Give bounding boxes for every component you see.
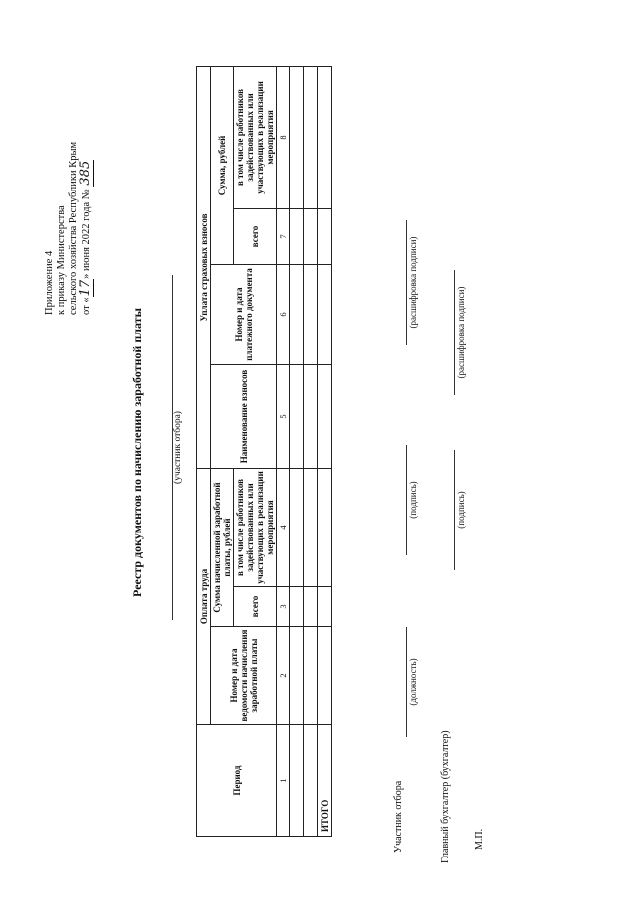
accountant-signature-caption: (подпись) — [456, 491, 466, 529]
document-title: Реестр документов по начислению заработной платы — [130, 308, 144, 597]
total-row — [318, 66, 332, 836]
appendix-line: Приложение 4 — [44, 250, 55, 315]
table-cell — [304, 725, 318, 837]
appendix-line: сельского хозяйства Республики Крым — [68, 141, 79, 315]
stamp-place-label: М.П. — [474, 828, 485, 850]
signature-line — [406, 445, 407, 555]
table-cell — [318, 469, 332, 587]
column-number: 3 — [277, 587, 290, 627]
header-statement: Номер и дата ведомости начисления заработной платы — [211, 627, 277, 725]
table-cell — [318, 209, 332, 265]
header-payment-doc: Номер и дата платежного документа — [211, 265, 277, 365]
header-group-insurance: Уплата страховых взносов — [197, 66, 211, 468]
header-total: всего — [234, 587, 277, 627]
accountant-decoding-line — [454, 270, 455, 395]
column-number: 2 — [277, 627, 290, 725]
appendix-line: к приказу Министерства — [56, 205, 67, 315]
table-row — [290, 66, 304, 836]
total-label: ИТОГО — [318, 725, 332, 837]
table-cell — [290, 265, 304, 365]
header-including-workers-2: в том числе работников задействованных или участвующих в реализации мероприятия — [234, 66, 277, 208]
column-number: 4 — [277, 469, 290, 587]
registry-table — [196, 66, 332, 837]
column-number: 1 — [277, 725, 290, 837]
date-suffix: » июня 2022 года № — [81, 189, 92, 279]
appendix-header — [44, 15, 93, 315]
table-cell — [290, 725, 304, 837]
participant-signature-label: Участник отбора — [393, 780, 404, 853]
header-sum-rub: Сумма, рублей — [211, 66, 234, 264]
table-cell — [304, 66, 318, 208]
table-cell — [304, 209, 318, 265]
header-salary-sum: Сумма начисленной заработной платы, рублей — [211, 469, 234, 627]
accountant-signature-label: Главный бухгалтер (бухгалтер) — [440, 730, 451, 863]
table-cell — [318, 365, 332, 469]
table-cell — [318, 587, 332, 627]
date-prefix: от « — [81, 297, 92, 315]
column-number-row — [277, 66, 290, 836]
participant-caption: (участник отбора) — [173, 411, 183, 484]
table-cell — [318, 66, 332, 208]
table-cell — [304, 627, 318, 725]
participant-blank-line — [158, 275, 173, 620]
header-including-workers: в том числе работников задействованных или участвующих в реализации мероприятия — [234, 469, 277, 587]
signature-caption: (подпись) — [408, 481, 418, 519]
appendix-date-line — [80, 15, 93, 315]
header-group-labor: Оплата труда — [197, 469, 211, 725]
decoding-caption: (расшифровка подписи) — [408, 236, 418, 329]
table-cell — [304, 587, 318, 627]
header-contribution-name: Наименование взносов — [211, 365, 277, 469]
table-cell — [290, 66, 304, 208]
table-cell — [318, 627, 332, 725]
column-number: 8 — [277, 66, 290, 208]
position-line — [406, 627, 407, 737]
handwritten-day: 17 — [78, 279, 93, 297]
table-cell — [290, 587, 304, 627]
accountant-decoding-caption: (расшифровка подписи) — [456, 286, 466, 379]
column-number: 6 — [277, 265, 290, 365]
table-cell — [290, 627, 304, 725]
header-total-2: всего — [234, 209, 277, 265]
header-period: Период — [197, 725, 277, 837]
decoding-line — [406, 220, 407, 345]
table-cell — [304, 365, 318, 469]
column-number: 5 — [277, 365, 290, 469]
table-cell — [290, 209, 304, 265]
table-cell — [318, 265, 332, 365]
accountant-signature-line — [454, 450, 455, 570]
table-cell — [290, 365, 304, 469]
position-caption: (должность) — [408, 658, 418, 706]
handwritten-order-number: 385 — [78, 160, 93, 186]
table-cell — [290, 469, 304, 587]
table-cell — [304, 469, 318, 587]
table-row — [304, 66, 318, 836]
table-cell — [304, 265, 318, 365]
column-number: 7 — [277, 209, 290, 265]
